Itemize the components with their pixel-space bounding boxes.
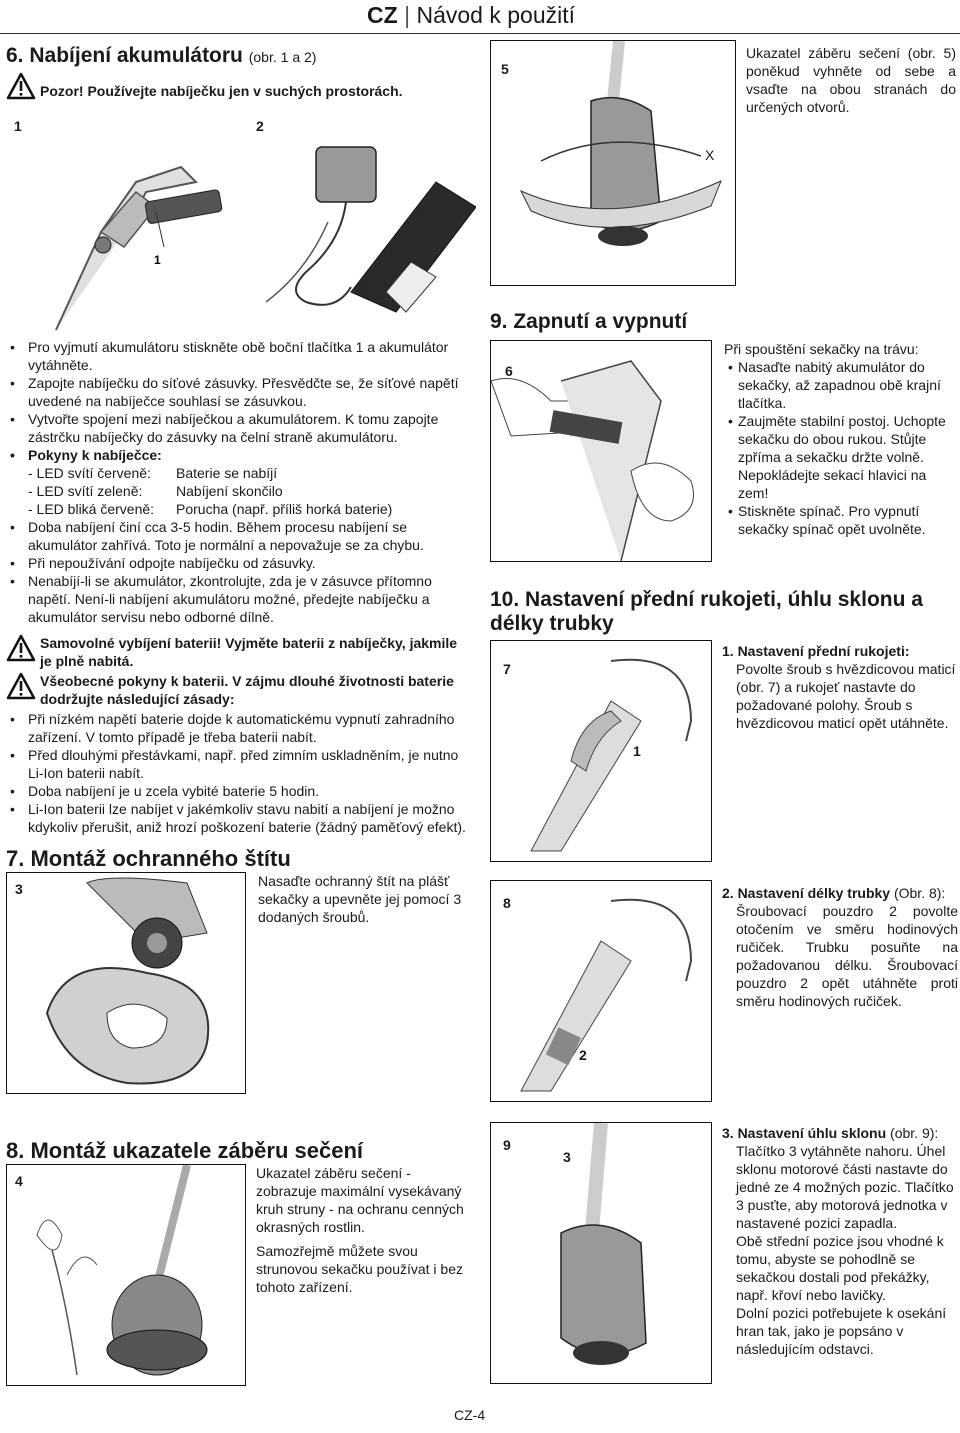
led-row: - LED bliká červeně: Porucha (např. příliš horká baterie) — [28, 501, 393, 517]
figure-6-number: 6 — [505, 363, 513, 379]
warning-icon — [6, 634, 36, 662]
warning-row-2 — [6, 634, 36, 667]
figure-9 — [490, 1122, 712, 1384]
section-6-battery-list — [6, 710, 476, 836]
figure-7-number: 7 — [503, 661, 511, 677]
item-2 — [722, 884, 958, 1010]
warning-row — [6, 72, 36, 105]
section-6-warning-battery: Všeobecné pokyny k baterii. V zájmu dlouhé životnosti baterie dodržujte následující zásady: — [40, 673, 454, 707]
figure-5-x-label: X — [705, 147, 715, 163]
section-9-heading: 9. Zapnutí a vypnutí — [490, 310, 688, 333]
figure-5 — [490, 40, 736, 286]
warning-icon — [6, 672, 36, 700]
section-6-warning: Pozor! Používejte nabíječku jen v suchých prostorách. — [40, 83, 403, 99]
figure-3 — [6, 872, 246, 1094]
section-9-intro: Při spouštění sekačky na trávu: — [724, 341, 919, 357]
section-8-paragraph-1: Ukazatel záběru sečení - zobrazuje maximální vysekávaný kruh struny - na ochranu cenných okrasných rostlin. — [256, 1165, 464, 1235]
figure-4-number: 4 — [15, 1173, 23, 1189]
item-3-text-2: Obě střední pozice jsou vhodné k tomu, abyste se pohodlně se sekačkou dostali pod překážky, např. křoví nebo lavičky. — [736, 1233, 944, 1303]
header-lang: CZ — [367, 2, 398, 28]
figure-6 — [490, 340, 712, 562]
figure-8-callout: 2 — [579, 1047, 587, 1063]
trimmer-handle-and-charger-illustration — [6, 112, 476, 334]
warning-row-3 — [6, 672, 36, 705]
item-3-title: 3. Nastavení úhlu sklonu — [722, 1125, 887, 1141]
guard-assembly-illustration — [7, 873, 245, 1093]
figure-9-number: 9 — [503, 1137, 511, 1153]
list-item: • Nasaďte nabitý akumulátor do sekačky, až zapadnou obě krajní tlačítka. — [724, 358, 956, 412]
list-item: • Doba nabíjení je u zcela vybité baterie 5 hodin. — [6, 782, 476, 800]
list-item: • Stiskněte spínač. Pro vypnutí sekačky spínač opět uvolněte. — [724, 502, 956, 538]
list-item-charger-notes: • Pokyny k nabíječce: — [6, 446, 476, 464]
warning-icon — [6, 72, 36, 100]
figure-1-callout: 1 — [154, 253, 161, 267]
item-1-title: 1. Nastavení přední rukojeti: — [722, 643, 910, 659]
front-handle-illustration — [491, 641, 711, 861]
header-title: CZ | Návod k použití — [367, 2, 575, 28]
list-item: • Při nepoužívání odpojte nabíječku od zásuvky. — [6, 554, 476, 572]
page-header — [0, 0, 960, 30]
list-item: • Zaujměte stabilní postoj. Uchopte sekačku do obou rukou. Stůjte zpříma a sekačku držte volně. Nepokládejte sekací hlavici na zem! — [724, 412, 956, 502]
item-1 — [722, 642, 958, 732]
page-number: CZ-4 — [454, 1407, 486, 1423]
list-item: • Zapojte nabíječku do síťové zásuvky. Přesvědčte se, že síťové napětí uvedené na nabíječce souhlasí se zásuvkou. — [6, 374, 476, 410]
list-item: • Li-Ion baterii lze nabíjet v jakémkoliv stavu nabití a nabíjení je možno kdykoliv přerušit, aniž hrozí poškození baterie (žádný paměťový efekt). — [6, 800, 476, 836]
operator-holding-trimmer-illustration — [491, 341, 711, 561]
figure-8-number: 8 — [503, 895, 511, 911]
section-7-heading: 7. Montáž ochranného štítu — [6, 846, 291, 871]
tube-length-illustration — [491, 881, 711, 1101]
list-item: • Pro vyjmutí akumulátoru stiskněte obě boční tlačítka 1 a akumulátor vytáhněte. — [6, 338, 476, 374]
item-2-text: Šroubovací pouzdro 2 povolte otočením ve směru hodinových ručiček. Trubku posuňte na požadovanou délku. Šroubovací pouzdro 2 opět utáhněte proti směru hodinových ručiček. — [736, 903, 958, 1009]
tilt-angle-illustration — [491, 1123, 711, 1383]
led-row: - LED svítí zeleně: Nabíjení skončilo — [28, 483, 283, 499]
figure-7 — [490, 640, 712, 862]
section-10-heading: 10. Nastavení přední rukojeti, úhlu sklonu a délky trubky — [490, 588, 923, 635]
list-item: • Vytvořte spojení mezi nabíječkou a akumulátorem. K tomu zapojte zástrčku nabíječky do zásuvky na čelní straně akumulátoru. — [6, 410, 476, 446]
led-table — [6, 464, 476, 518]
list-item: • Při nízkém napětí baterie dojde k automatickému vypnutí zahradního zařízení. V tomto případě je třeba baterii nabít. — [6, 710, 476, 746]
item-3-text-3: Dolní pozici potřebujete k osekání hran tak, jako je popsáno v následujícím odstavci. — [736, 1305, 947, 1357]
item-1-text: Povolte šroub s hvězdicovou maticí (obr. 7) a rukojeť nastavte do požadované polohy. Šroub s hvězdicovou maticí opět utáhněte. — [736, 661, 956, 731]
cutting-indicator-illustration — [491, 41, 735, 285]
list-item: • Doba nabíjení činí cca 3-5 hodin. Během procesu nabíjení se akumulátor zahřívá. Toto je normální a nepovažuje se za chybu. — [6, 518, 476, 554]
item-2-title: 2. Nastavení délky trubky — [722, 885, 891, 901]
item-3-ref: (obr. 9): — [890, 1125, 939, 1141]
section-6 — [6, 44, 476, 68]
section-6-body — [6, 338, 476, 626]
figure-9-callout: 3 — [563, 1149, 571, 1165]
section-6-warning-selfdischarge: Samovolné vybíjení baterii! Vyjměte baterii z nabíječky, jakmile je plně nabitá. — [40, 635, 458, 669]
led-row: - LED svítí červeně: Baterie se nabíjí — [28, 465, 278, 481]
header-rule — [0, 33, 960, 34]
section-8-text — [256, 1164, 472, 1296]
item-3-text: Tlačítko 3 vytáhněte nahoru. Úhel sklonu motorové části nastavte do jedné ze 4 možných pozic. Tlačítko 3 pusťte, aby motorová jednotka v nastavené pozici zapadla. — [736, 1143, 954, 1231]
figure-1-number: 1 — [14, 118, 22, 134]
header-doc-title: Návod k použití — [416, 2, 575, 28]
figure-8 — [490, 880, 712, 1102]
item-3 — [722, 1124, 958, 1358]
figure-7-callout: 1 — [633, 743, 641, 759]
section-8-paragraph-2: Samozřejmě můžete svou strunovou sekačku používat i bez tohoto zařízení. — [256, 1243, 464, 1295]
flower-guard-illustration — [7, 1165, 245, 1385]
figure-2-number: 2 — [256, 118, 264, 134]
list-item: • Před dlouhými přestávkami, např. před zimním uskladněním, je nutno Li-Ion baterii nabít. — [6, 746, 476, 782]
figure-4 — [6, 1164, 246, 1386]
item-2-ref: (Obr. 8): — [893, 885, 946, 901]
list-item: • Nenabíjí-li se akumulátor, zkontrolujte, zda je v zásuvce přítomno napětí. Není-li nabíjení akumulátoru možné, předejte nabíječku a akumulátor servisu nebo odborné dílně. — [6, 572, 476, 626]
section-9-text — [724, 340, 956, 538]
section-8-heading: 8. Montáž ukazatele záběru sečení — [6, 1138, 364, 1163]
figure-3-number: 3 — [15, 881, 23, 897]
section-7-text: Nasaďte ochranný štít na plášť sekačky a upevněte jej pomocí 3 dodaných šroubů. — [258, 873, 462, 925]
section-6-heading: 6. Nabíjení akumulátoru (obr. 1 a 2) — [6, 44, 317, 67]
figure-1-2 — [6, 112, 476, 334]
figure-5-number: 5 — [501, 61, 509, 77]
figure-5-text: Ukazatel záběru sečení (obr. 5) poněkud vyhněte od sebe a vsaďte na obou stranách do určených otvorů. — [746, 45, 956, 115]
